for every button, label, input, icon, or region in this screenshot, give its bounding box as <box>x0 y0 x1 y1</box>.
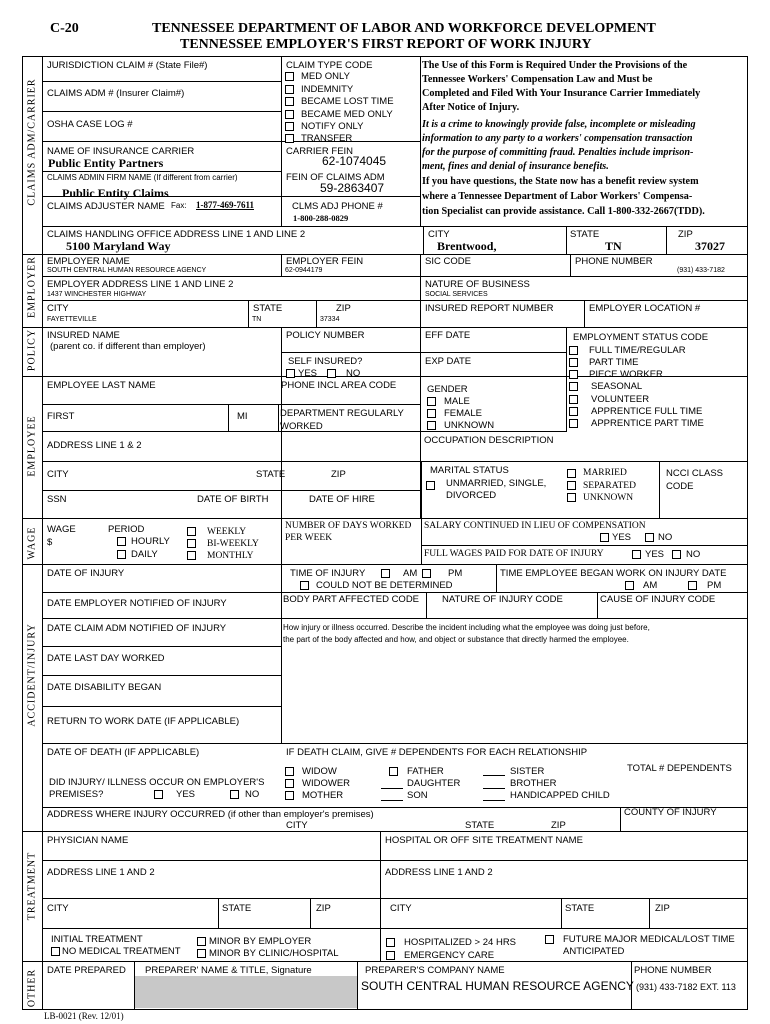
dep-widow: WIDOW <box>302 766 337 777</box>
doi-label: DATE OF INJURY <box>47 568 125 579</box>
time-injury-pm-checkbox[interactable] <box>422 569 431 578</box>
marital-checkbox[interactable] <box>567 481 576 490</box>
hospitalized-label: HOSPITALIZED > 24 HRS <box>404 937 517 948</box>
employer-city-label: CITY <box>47 303 69 314</box>
form-subtitle: TENNESSEE EMPLOYER'S FIRST REPORT OF WORK INJURY <box>180 37 592 52</box>
wage-label: WAGE <box>47 524 76 535</box>
section-employee: EMPLOYEE <box>26 415 38 477</box>
company-value: SOUTH CENTRAL HUMAN RESOURCE AGENCY <box>361 979 634 993</box>
no-medical-label: NO MEDICAL TREATMENT <box>62 946 181 957</box>
self-insured-no-checkbox[interactable] <box>327 369 336 378</box>
full-wages-yes: YES <box>645 549 665 560</box>
future-major-label-2: ANTICIPATED <box>563 946 625 957</box>
employer-zip-value: 37334 <box>320 316 340 323</box>
salary-yes: YES <box>612 532 632 543</box>
employer-phone-label: PHONE NUMBER <box>575 256 653 267</box>
insured-label: INSURED NAME <box>47 330 120 341</box>
premises-no-checkbox[interactable] <box>230 790 239 799</box>
company-label: PREPARER'S COMPANY NAME <box>365 965 505 976</box>
dependent-checkbox[interactable] <box>285 779 294 788</box>
claim-type-4: NOTIFY ONLY <box>301 121 364 132</box>
claim-type-checkbox[interactable] <box>285 110 294 119</box>
claims-adm-label: CLAIMS ADM # (Insurer Claim#) <box>47 88 185 99</box>
dependent-checkbox[interactable] <box>389 767 398 776</box>
employer-zip-label: ZIP <box>336 303 351 314</box>
nature-business-label: NATURE OF BUSINESS <box>425 279 530 290</box>
no-medical-checkbox[interactable] <box>51 947 60 956</box>
body-part-label: BODY PART AFFECTED CODE <box>283 594 420 605</box>
full-wages-yes-checkbox[interactable] <box>632 550 641 559</box>
marital-opt-0: MARRIED <box>583 468 627 478</box>
emp-status-checkbox[interactable] <box>569 370 578 379</box>
form-code: C-20 <box>50 21 79 36</box>
total-dependents-label: TOTAL # DEPENDENTS <box>627 763 732 774</box>
wage-dollar: $ <box>47 537 53 548</box>
biweekly-label: BI-WEEKLY <box>207 539 259 549</box>
employee-state-label: STATE <box>256 469 286 480</box>
time-injury-pm: PM <box>448 568 463 579</box>
preparer-label: PREPARER' NAME & TITLE, Signature <box>145 965 312 976</box>
office-zip-label: ZIP <box>678 229 693 240</box>
treatment-state-label: STATE <box>222 903 252 914</box>
dob-label: DATE OF BIRTH <box>197 494 269 505</box>
employee-addr-label: ADDRESS LINE 1 & 2 <box>47 440 142 451</box>
emp-status-0: FULL TIME/REGULAR <box>589 345 686 356</box>
section-policy: POLICY <box>26 328 38 372</box>
salary-continued-label: SALARY CONTINUED IN LIEU OF COMPENSATION <box>424 521 646 531</box>
claim-type-label: CLAIM TYPE CODE <box>286 60 373 71</box>
where-zip-label: ZIP <box>551 820 566 831</box>
daily-checkbox[interactable] <box>117 550 126 559</box>
exp-date-label: EXP DATE <box>425 356 472 367</box>
began-am-checkbox[interactable] <box>625 581 634 590</box>
osha-label: OSHA CASE LOG # <box>47 119 133 130</box>
fein-adm-label: FEIN OF CLAIMS ADM <box>286 172 385 183</box>
occupation-label: OCCUPATION DESCRIPTION <box>424 435 554 446</box>
days-worked-label-2: PER WEEK <box>285 533 333 543</box>
minor-clinic-label: MINOR BY CLINIC/HOSPITAL <box>209 948 339 959</box>
notice-line-2: Completed and Filed With Your Insurance Carrier Immediately <box>422 88 701 99</box>
began-work-label: TIME EMPLOYEE BEGAN WORK ON INJURY DATE <box>500 568 727 579</box>
claim-type-checkbox[interactable] <box>285 85 294 94</box>
how-occurred-2: the part of the body affected and how, and object or substance that directly harmed the employee. <box>283 635 629 644</box>
premises-no: NO <box>245 789 260 800</box>
could-not-determine: COULD NOT BE DETERMINED <box>316 580 453 591</box>
full-wages-no-checkbox[interactable] <box>672 550 681 559</box>
future-major-label: FUTURE MAJOR MEDICAL/LOST TIME <box>563 934 735 945</box>
fax-value: 1-877-469-7611 <box>196 200 254 210</box>
began-pm-checkbox[interactable] <box>688 581 697 590</box>
emp-status-checkbox[interactable] <box>569 382 578 391</box>
gender-checkbox[interactable] <box>427 397 436 406</box>
salary-no: NO <box>658 532 673 543</box>
emp-status-4: VOLUNTEER <box>591 394 650 405</box>
dep-mother: MOTHER <box>302 790 344 801</box>
insured-report-label: INSURED REPORT NUMBER <box>425 303 554 314</box>
marital-unmarried: UNMARRIED, SINGLE, <box>446 478 547 489</box>
marital-divorced: DIVORCED <box>446 490 497 501</box>
emp-status-3: SEASONAL <box>591 381 643 392</box>
claim-type-3: BECAME MED ONLY <box>301 109 393 120</box>
dependent-checkbox[interactable] <box>285 791 294 800</box>
nature-business-value: SOCIAL SERVICES <box>425 291 488 298</box>
notice-line-1: Tennessee Workers' Compensation Law and Must be <box>422 74 653 85</box>
adj-phone-label: CLMS ADJ PHONE # <box>292 201 383 212</box>
treatment-city-label: CITY <box>47 903 69 914</box>
form-number: LB-0021 (Rev. 12/01) <box>44 1011 124 1021</box>
county-label: COUNTY OF INJURY <box>624 807 717 818</box>
hospital-zip-label: ZIP <box>655 903 670 914</box>
gender-2: UNKNOWN <box>444 420 495 431</box>
days-worked-label: NUMBER OF DAYS WORKED <box>285 521 412 531</box>
employee-mi-label: MI <box>237 411 248 422</box>
claim-type-checkbox[interactable] <box>285 72 294 81</box>
self-insured-no: NO <box>346 368 361 379</box>
where-injury-label: ADDRESS WHERE INJURY OCCURRED (if other than employer's premises) <box>47 809 374 820</box>
emp-status-checkbox[interactable] <box>569 407 578 416</box>
claim-type-checkbox[interactable] <box>285 134 294 143</box>
admin-firm-label: CLAIMS ADMIN FIRM NAME (If different from carrier) <box>47 173 238 182</box>
dept-label-2: WORKED <box>280 421 323 432</box>
dep-sister: SISTER <box>510 766 545 777</box>
office-city-value: Brentwood, <box>437 239 497 253</box>
dep-daughter: DAUGHTER <box>407 778 461 789</box>
minor-employer-label: MINOR BY EMPLOYER <box>209 936 312 947</box>
gender-checkbox[interactable] <box>427 409 436 418</box>
claim-type-1: INDEMNITY <box>301 84 354 95</box>
ncci-label: NCCI CLASS <box>666 468 724 479</box>
where-city-label: CITY <box>286 820 308 831</box>
office-value: 5100 Maryland Way <box>66 239 171 253</box>
marital-opt-1: SEPARATED <box>583 481 636 491</box>
marital-label: MARITAL STATUS <box>430 465 509 476</box>
began-pm: PM <box>707 580 722 591</box>
cause-injury-label: CAUSE OF INJURY CODE <box>600 594 716 605</box>
marital-opt-2: UNKNOWN <box>583 493 634 503</box>
how-occurred-1: How injury or illness occurred. Describe the incident including what the employee was doing just before, <box>283 623 650 632</box>
signature-field[interactable] <box>135 976 357 1008</box>
emp-status-checkbox[interactable] <box>569 419 578 428</box>
where-state-label: STATE <box>465 820 495 831</box>
preparer-phone-label: PHONE NUMBER <box>634 965 712 976</box>
gender-0: MALE <box>444 396 470 407</box>
employer-name-value: SOUTH CENTRAL HUMAN RESOURCE AGENCY <box>47 267 207 274</box>
hourly-checkbox[interactable] <box>117 537 126 546</box>
minor-employer-checkbox[interactable] <box>197 937 206 946</box>
claim-type-0: MED ONLY <box>301 71 350 82</box>
employee-zip-label: ZIP <box>331 469 346 480</box>
salary-yes-checkbox[interactable] <box>600 533 609 542</box>
employee-city-label: CITY <box>47 469 69 480</box>
gender-label: GENDER <box>427 384 468 395</box>
section-employer: EMPLOYER <box>26 256 38 318</box>
emp-status-checkbox[interactable] <box>569 346 578 355</box>
office-city-label: CITY <box>428 229 450 240</box>
full-wages-no: NO <box>686 549 701 560</box>
employer-addr-value: 1437 WINCHESTER HIGHWAY <box>47 291 147 298</box>
employer-state-label: STATE <box>253 303 283 314</box>
dep-widower: WIDOWER <box>302 778 351 789</box>
fein-adm-value: 59-2863407 <box>320 181 385 195</box>
notice-italic-1: information to any party to a workers' compensation transaction <box>422 133 693 144</box>
date-prepared-label: DATE PREPARED <box>47 965 126 976</box>
minor-clinic-checkbox[interactable] <box>197 949 206 958</box>
notice-italic-2: for the purpose of committing fraud. Penalties include imprison- <box>422 147 694 158</box>
self-insured-yes-checkbox[interactable] <box>286 369 295 378</box>
hospitalized-checkbox[interactable] <box>386 938 395 947</box>
time-injury-am-checkbox[interactable] <box>381 569 390 578</box>
ssn-label: SSN <box>47 494 67 505</box>
notice-tail-1: where a Tennessee Department of Labor Workers' Compensa- <box>422 191 693 202</box>
hourly-label: HOURLY <box>131 536 170 547</box>
premises-yes: YES <box>176 789 196 800</box>
time-injury-label: TIME OF INJURY <box>290 568 366 579</box>
section-accident: ACCIDENT/INJURY <box>26 623 38 727</box>
adjuster-label: CLAIMS ADJUSTER NAME <box>47 201 165 212</box>
dependents-label: IF DEATH CLAIM, GIVE # DEPENDENTS FOR EACH RELATIONSHIP <box>286 747 588 758</box>
weekly-checkbox[interactable] <box>187 527 196 536</box>
emp-status-checkbox[interactable] <box>569 358 578 367</box>
period-label: PERIOD <box>108 524 145 535</box>
physician-label: PHYSICIAN NAME <box>47 835 129 846</box>
emp-status-5: APPRENTICE FULL TIME <box>591 406 703 417</box>
marital-checkbox[interactable] <box>567 493 576 502</box>
dependent-checkbox[interactable] <box>285 767 294 776</box>
section-treatment: TREATMENT <box>26 851 38 921</box>
return-work-label: RETURN TO WORK DATE (IF APPLICABLE) <box>47 716 240 727</box>
hospital-addr-label: ADDRESS LINE 1 AND 2 <box>385 867 493 878</box>
section-claims: CLAIMS ADM/CARRIER <box>26 78 38 206</box>
employee-phone-label: PHONE INCL AREA CODE <box>281 380 397 391</box>
employer-fein-label: EMPLOYER FEIN <box>286 256 364 267</box>
treatment-addr-label: ADDRESS LINE 1 AND 2 <box>47 867 155 878</box>
notice-tail-0: If you have questions, the State now has a benefit review system <box>422 176 699 187</box>
death-label: DATE OF DEATH (IF APPLICABLE) <box>47 747 200 758</box>
marital-unmarried-checkbox[interactable] <box>426 481 435 490</box>
claim-notified-label: DATE CLAIM ADM NOTIFIED OF INJURY <box>47 623 227 634</box>
adj-phone-value: 1-800-288-0829 <box>293 213 349 223</box>
admin-firm-value: Public Entity Claims <box>62 186 169 200</box>
hospital-city-label: CITY <box>390 903 412 914</box>
notice-italic-3: ment, fines and denial of insurance benefits. <box>422 161 609 172</box>
weekly-label: WEEKLY <box>207 527 247 537</box>
notified-label: DATE EMPLOYER NOTIFIED OF INJURY <box>47 598 227 609</box>
claim-type-checkbox[interactable] <box>285 122 294 131</box>
dep-father: FATHER <box>407 766 444 777</box>
employee-first-label: FIRST <box>47 411 75 422</box>
biweekly-checkbox[interactable] <box>187 539 196 548</box>
full-wages-label: FULL WAGES PAID FOR DATE OF INJURY <box>424 549 604 559</box>
claim-type-checkbox[interactable] <box>285 97 294 106</box>
emp-status-1: PART TIME <box>589 357 639 368</box>
emergency-checkbox[interactable] <box>386 951 395 960</box>
gender-1: FEMALE <box>444 408 483 419</box>
employer-city-value: FAYETTEVILLE <box>47 316 97 323</box>
emp-status-2: PIECE WORKER <box>589 369 663 380</box>
salary-no-checkbox[interactable] <box>645 533 654 542</box>
employer-phone-value: (931) 433-7182 <box>677 267 725 274</box>
ncci-label-2: CODE <box>666 481 694 492</box>
carrier-value: Public Entity Partners <box>48 156 164 170</box>
sic-label: SIC CODE <box>425 256 471 267</box>
office-zip-value: 37027 <box>695 239 725 253</box>
insured-sub-label: (parent co. if different than employer) <box>50 341 206 352</box>
notice-line-0: The Use of this Form is Required Under the Provisions of the <box>422 60 688 71</box>
initial-treatment-label: INITIAL TREATMENT <box>51 934 143 945</box>
section-wage: WAGE <box>26 526 38 560</box>
fax-label: Fax: <box>171 201 187 210</box>
emp-status-6: APPRENTICE PART TIME <box>591 418 704 429</box>
dep-son: SON <box>407 790 428 801</box>
emp-status-label: EMPLOYMENT STATUS CODE <box>573 332 709 343</box>
claim-type-2: BECAME LOST TIME <box>301 96 394 107</box>
future-major-checkbox[interactable] <box>545 935 554 944</box>
carrier-label: NAME OF INSURANCE CARRIER <box>47 146 195 157</box>
office-state-value: TN <box>605 239 622 253</box>
claim-type-5: TRANSFER <box>301 133 353 144</box>
carrier-fein-value: 62-1074045 <box>322 154 387 168</box>
employer-location-label: EMPLOYER LOCATION # <box>589 303 701 314</box>
monthly-label: MONTHLY <box>207 551 254 561</box>
time-injury-am: AM <box>403 568 418 579</box>
began-am: AM <box>643 580 658 591</box>
daily-label: DAILY <box>131 549 158 560</box>
emp-status-checkbox[interactable] <box>569 395 578 404</box>
monthly-checkbox[interactable] <box>187 551 196 560</box>
employer-name-label: EMPLOYER NAME <box>47 256 130 267</box>
form-title: TENNESSEE DEPARTMENT OF LABOR AND WORKFORCE DEVELOPMENT <box>152 21 656 36</box>
self-insured-yes: YES <box>298 368 318 379</box>
employee-last-label: EMPLOYEE LAST NAME <box>47 380 156 391</box>
gender-checkbox[interactable] <box>427 421 436 430</box>
could-not-determine-checkbox[interactable] <box>300 581 309 590</box>
notice-line-3: After Notice of Injury. <box>422 102 520 113</box>
treatment-zip-label: ZIP <box>316 903 331 914</box>
hospital-label: HOSPITAL OR OFF SITE TREATMENT NAME <box>385 835 583 846</box>
last-day-label: DATE LAST DAY WORKED <box>47 653 165 664</box>
emergency-label: EMERGENCY CARE <box>404 950 495 961</box>
premises-label-2: PREMISES? <box>49 789 104 800</box>
employer-addr-label: EMPLOYER ADDRESS LINE 1 AND LINE 2 <box>47 279 234 290</box>
dep-handicapped: HANDICAPPED CHILD <box>510 790 610 801</box>
disability-label: DATE DISABILITY BEGAN <box>47 682 162 693</box>
marital-checkbox[interactable] <box>567 469 576 478</box>
office-state-label: STATE <box>570 229 600 240</box>
dep-brother: BROTHER <box>510 778 557 789</box>
self-insured-label: SELF INSURED? <box>288 356 363 367</box>
office-label: CLAIMS HANDLING OFFICE ADDRESS LINE 1 AND LINE 2 <box>47 229 306 240</box>
notice-italic-0: It is a crime to knowingly provide false, incomplete or misleading <box>422 119 696 130</box>
employer-state-value: TN <box>252 316 262 323</box>
nature-injury-label: NATURE OF INJURY CODE <box>442 594 563 605</box>
premises-yes-checkbox[interactable] <box>154 790 163 799</box>
carrier-fein-label: CARRIER FEIN <box>286 146 354 157</box>
hire-label: DATE OF HIRE <box>309 494 375 505</box>
employer-fein-value: 62-0944179 <box>285 267 323 274</box>
premises-label: DID INJURY/ ILLNESS OCCUR ON EMPLOYER'S <box>49 777 265 788</box>
hospital-state-label: STATE <box>565 903 595 914</box>
jurisdiction-label: JURISDICTION CLAIM # (State File#) <box>47 60 208 71</box>
notice-tail-2: tion Specialist can provide assistance. Call 1-800-332-2667(TDD). <box>422 206 705 217</box>
dept-label: DEPARTMENT REGULARLY <box>280 408 404 419</box>
policy-number-label: POLICY NUMBER <box>286 330 365 341</box>
preparer-phone-value: (931) 433-7182 EXT. 113 <box>636 982 736 992</box>
section-other: OTHER <box>26 968 38 1008</box>
eff-date-label: EFF DATE <box>425 330 471 341</box>
